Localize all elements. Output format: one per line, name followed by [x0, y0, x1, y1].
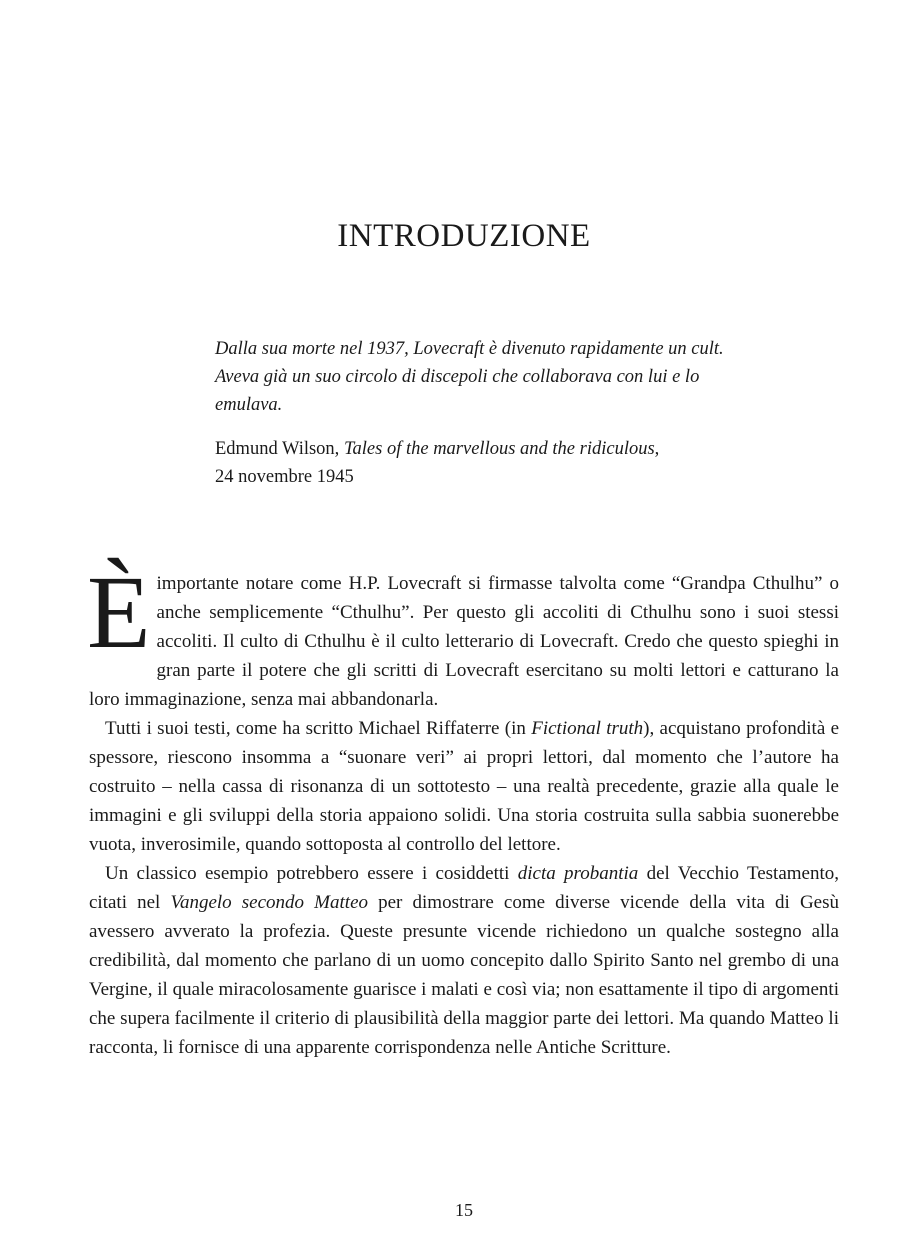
- epigraph-quote: Dalla sua morte nel 1937, Lovecraft è divenuto rapidamente un cult. Aveva già un suo circolo di discepoli che collaborava con lui e lo emulava.: [215, 339, 724, 415]
- paragraph-3-italic-2: Vangelo secondo Matteo: [170, 892, 368, 913]
- paragraph-2-text-a: Tutti i suoi testi, come ha scritto Michael Riffaterre (in: [105, 718, 532, 739]
- paragraph-3-italic-1: dicta probantia: [517, 863, 639, 884]
- paragraph-3-text-c: per dimostrare come diverse vicende della vita di Gesù avessero avverato la profezia. Queste presunte vicende richiedono un qualche sostegno alla credibilità, dal momento che parlano di un uomo concepito dallo Spirito Santo nel grembo di una Vergine, il quale miracolosamente guarisce i malati e così via; non esattamente il tipo di argomenti che supera facilmente il criterio di plausibilità della maggior parte dei lettori. Ma quando Matteo li racconta, li fornisce di una apparente corrispondenza nelle Antiche Scritture.: [89, 892, 839, 1058]
- page-number: 15: [455, 1200, 473, 1220]
- epigraph: [215, 335, 735, 491]
- epigraph-source: Edmund Wilson, Tales of the marvellous and the ridiculous, 24 novembre 1945: [215, 439, 660, 487]
- drop-cap: È: [87, 555, 151, 670]
- epigraph-work-title: Tales of the marvellous and the ridiculous: [343, 439, 655, 459]
- paragraph-2-text-b: ), acquistano profondità e spessore, riescono insomma a “suonare veri” ai propri lettori, dal momento che l’autore ha costruito – nella cassa di risonanza di un sottotesto – una realtà precedente, grazie alla quale le immagini e gli sviluppi della storia appaiono solidi. Una storia costruita sulla sabbia suonerebbe vuota, inverosimile, quando sottoposta al controllo del lettore.: [89, 718, 840, 855]
- paragraph-2-italic: Fictional truth: [531, 718, 644, 739]
- epigraph-date: 24 novembre 1945: [215, 467, 354, 487]
- paragraph-3-text-a: Un classico esempio potrebbero essere i cosiddetti: [105, 863, 518, 884]
- paragraph-1: [87, 555, 839, 714]
- chapter-title: INTRODUZIONE: [337, 218, 591, 254]
- paragraph-3-text-b: del Vecchio Testamento, citati nel: [89, 863, 840, 913]
- paragraph-3: [89, 859, 839, 1062]
- paragraph-1-text: importante notare come H.P. Lovecraft si firmasse talvolta come “Grandpa Cthulhu” o anche semplicemente “Cthulhu”. Per questo gli accoliti di Cthulhu sono i suoi stessi accoliti. Il culto di Cthulhu è il culto letterario di Lovecraft. Credo che questo spieghi in gran parte il potere che gli scritti di Lovecraft esercitano su molti lettori e catturano la loro immaginazione, senza mai abbandonarla.: [89, 573, 839, 710]
- epigraph-author: Edmund Wilson,: [215, 439, 340, 459]
- body-text: [87, 555, 840, 1062]
- paragraph-2: [89, 714, 839, 859]
